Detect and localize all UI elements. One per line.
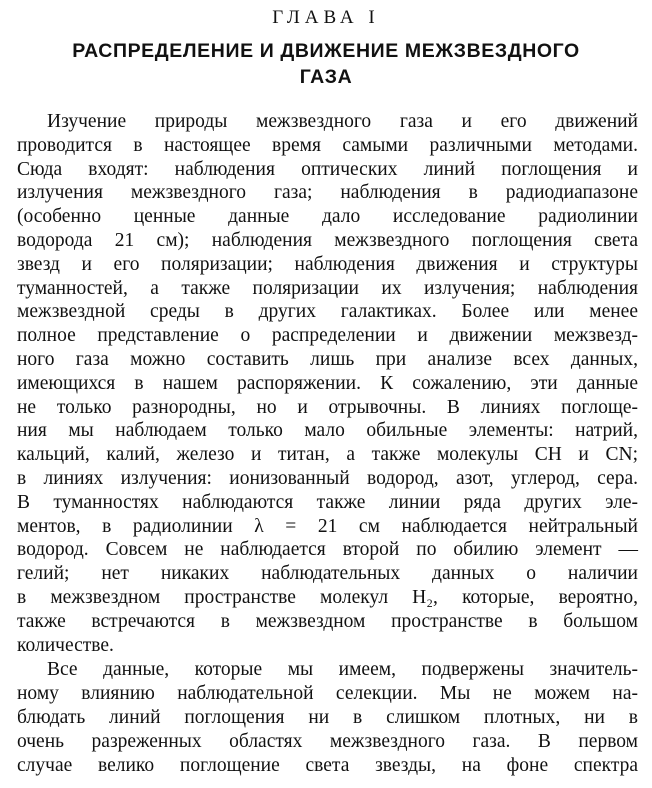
text-line: количестве. (17, 634, 114, 656)
text-line: (особенно ценные данные дало исследование радиолинии (17, 206, 638, 228)
text-line: блюдать линий поглощения ни в слишком плотных, ни в (17, 706, 638, 728)
text-line: Изучение природы межзвездного газа и его движений (47, 111, 638, 132)
text-line: В туманностях наблюдаются также линии ряда других эле- (17, 491, 638, 513)
text-line: ного газа можно составить лишь при анализе всех данных, (17, 348, 638, 370)
chapter-label: ГЛАВА I (272, 7, 380, 28)
text-line: полное представление о распределении и движении межзвезд- (17, 325, 638, 347)
text-line: водород. Совсем не наблюдается второй по обилию элемент — (17, 539, 638, 561)
text-line: очень разреженных областях межзвездного газа. В первом (17, 730, 638, 752)
text-line: не только разнородны, но и отрывочны. В линиях поглоще- (17, 396, 638, 418)
text-line: в линиях излучения: ионизованный водород, азот, углерод, сера. (17, 467, 638, 489)
text-line: случае велико поглощение света звезды, на фоне спектра (17, 754, 638, 776)
text-line: гелий; нет никаких наблюдательных данных о наличии (17, 563, 638, 585)
text-line: также встречаются в межзвездном пространстве в большом (17, 610, 638, 632)
body-text (17, 110, 638, 777)
text-line: проводится в настоящее время самыми различными методами. (17, 134, 638, 156)
text-line: межзвездной среды в других галактиках. Более или менее (17, 301, 638, 323)
chapter-title-line: РАСПРЕДЕЛЕНИЕ И ДВИЖЕНИЕ МЕЖЗВЕЗДНОГО (72, 40, 580, 62)
text-line: Сюда входят: наблюдения оптических линий поглощения и (17, 158, 638, 180)
paragraph (17, 658, 638, 777)
text-line: излучения межзвездного газа; наблюдения в радиодиапазоне (17, 182, 638, 204)
text-line: Все данные, которые мы имеем, подвержены значитель- (47, 659, 638, 681)
paragraph (17, 110, 638, 657)
text-line: в межзвездном пространстве молекул H₂, которые, вероятно, (17, 586, 638, 608)
text-line: ния мы наблюдаем только мало обильные элементы: натрий, (17, 420, 638, 442)
text-line: туманностей, а также поляризации их излучения; наблюдения (17, 277, 638, 299)
text-line: ному влиянию наблюдательной селекции. Мы не можем на- (17, 683, 638, 705)
text-line: ментов, в радиолинии λ = 21 см наблюдается нейтральный (17, 515, 638, 537)
text-line: имеющихся в нашем распоряжении. К сожалению, эти данные (17, 372, 638, 394)
chapter-title-line: ГАЗА (299, 66, 353, 88)
text-line: кальций, калий, железо и титан, а также молекулы CH и CN; (17, 444, 638, 466)
text-line: звезд и его поляризации; наблюдения движения и структуры (17, 253, 638, 275)
chapter-title (20, 38, 632, 90)
text-line: водорода 21 см); наблюдения межзвездного поглощения света (17, 229, 638, 251)
